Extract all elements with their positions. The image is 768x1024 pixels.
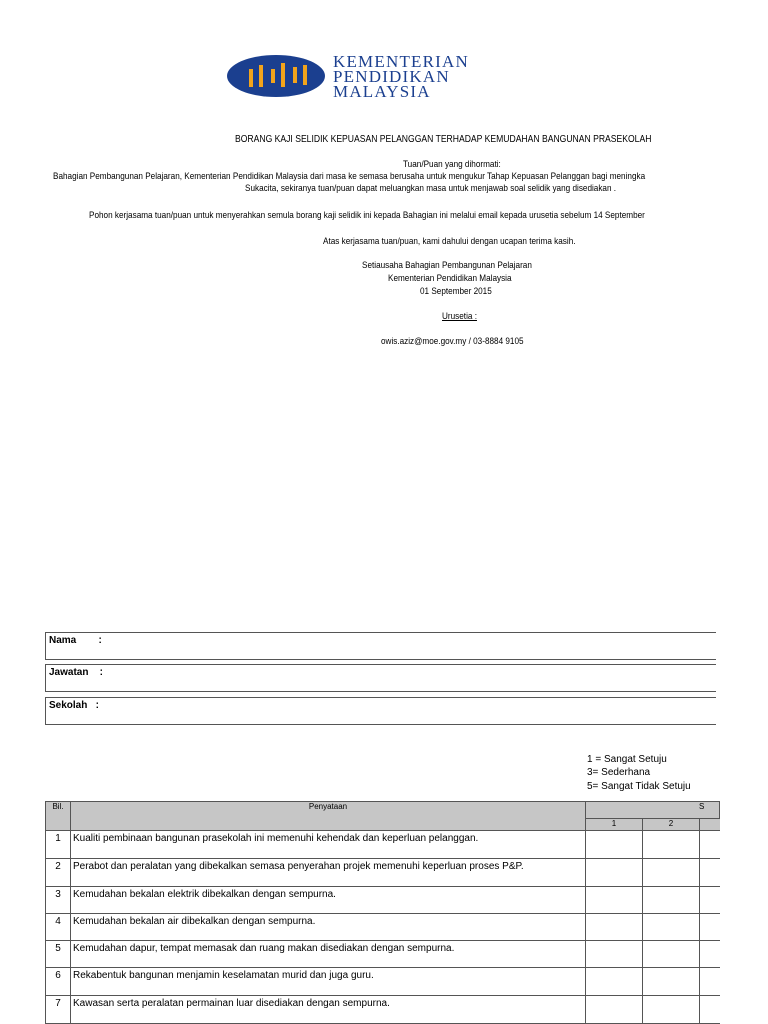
rating-cell-2[interactable] [643, 914, 700, 941]
rating-cell-1[interactable] [586, 968, 643, 996]
scale-header-2: 2 [643, 819, 700, 831]
statement-text: Kemudahan dapur, tempat memasak dan ruang makan disediakan dengan sempurna. [71, 941, 586, 968]
statement-text: Kemudahan bekalan air dibekalkan dengan sempurna. [71, 914, 586, 941]
rating-cell-2[interactable] [643, 941, 700, 968]
column-header-scale: S [586, 802, 720, 819]
rating-cell-2[interactable] [643, 887, 700, 914]
rating-cell-2[interactable] [643, 968, 700, 996]
logo-line-3: MALAYSIA [333, 82, 431, 101]
greeting: Tuan/Puan yang dihormati: [403, 159, 501, 170]
rating-cell-3[interactable] [700, 968, 720, 996]
row-number: 4 [46, 914, 71, 941]
intro-line-2: Sukacita, sekiranya tuan/puan dapat meluangkan masa untuk menjawab soal selidik yang disediakan . [245, 183, 617, 194]
row-number: 3 [46, 887, 71, 914]
table-row [46, 914, 720, 941]
rating-cell-1[interactable] [586, 996, 643, 1024]
table-row [46, 941, 720, 968]
legend-item-1: 1 = Sangat Setuju [587, 754, 667, 765]
rating-cell-1[interactable] [586, 831, 643, 859]
rating-cell-2[interactable] [643, 996, 700, 1024]
rating-cell-1[interactable] [586, 914, 643, 941]
logo-emblem-icon [227, 55, 325, 97]
table-row [46, 996, 720, 1024]
row-number: 2 [46, 859, 71, 887]
statement-text: Kemudahan bekalan elektrik dibekalkan dengan sempurna. [71, 887, 586, 914]
school-label: Sekolah : [49, 700, 100, 711]
statement-text: Kualiti pembinaan bangunan prasekolah ini memenuhi kehendak dan keperluan pelanggan. [71, 831, 586, 859]
scale-header-3 [700, 819, 720, 831]
name-label: Nama : [49, 635, 102, 646]
signature-line-1: Setiausaha Bahagian Pembangunan Pelajaran [362, 260, 532, 271]
rating-cell-3[interactable] [700, 831, 720, 859]
issue-date: 01 September 2015 [420, 286, 492, 297]
statement-text: Rekabentuk bangunan menjamin keselamatan murid dan juga guru. [71, 968, 586, 996]
name-field[interactable] [45, 632, 716, 660]
logo-line-1: KEMENTERIAN [333, 52, 469, 71]
rating-cell-1[interactable] [586, 941, 643, 968]
rating-cell-1[interactable] [586, 859, 643, 887]
intro-line-1: Bahagian Pembangunan Pelajaran, Kementerian Pendidikan Malaysia dari masa ke semasa berusaha untuk mengukur Tahap Kepuasan Pelanggan bagi meningka [53, 171, 646, 182]
school-field[interactable] [45, 697, 716, 725]
position-label: Jawatan : [49, 667, 103, 678]
thanks-line: Atas kerjasama tuan/puan, kami dahului dengan ucapan terima kasih. [323, 236, 576, 247]
ministry-logo [225, 52, 560, 110]
scale-header-1: 1 [586, 819, 643, 831]
request-paragraph: Pohon kerjasama tuan/puan untuk menyerahkan semula borang kaji selidik ini kepada Bahagian ini melalui email kepada urusetia sebelum 14 September [89, 210, 645, 221]
rating-cell-3[interactable] [700, 859, 720, 887]
rating-cell-2[interactable] [643, 859, 700, 887]
table-row [46, 831, 720, 859]
rating-cell-3[interactable] [700, 887, 720, 914]
contact-info: owis.aziz@moe.gov.my / 03-8884 9105 [381, 336, 524, 347]
legend-item-3: 3= Sederhana [587, 767, 651, 778]
signature-line-2: Kementerian Pendidikan Malaysia [388, 273, 512, 284]
table-row [46, 859, 720, 887]
rating-cell-2[interactable] [643, 831, 700, 859]
column-header-bil: Bil. [46, 802, 71, 831]
legend-item-5: 5= Sangat Tidak Setuju [587, 781, 691, 792]
row-number: 5 [46, 941, 71, 968]
table-row [46, 887, 720, 914]
position-field[interactable] [45, 664, 716, 692]
rating-cell-1[interactable] [586, 887, 643, 914]
rating-cell-3[interactable] [700, 996, 720, 1024]
secretariat-label: Urusetia : [442, 311, 477, 322]
statement-text: Perabot dan peralatan yang dibekalkan semasa penyerahan projek memenuhi keperluan proses P&P. [71, 859, 586, 887]
logo-line-2: PENDIDIKAN [333, 67, 450, 86]
rating-cell-3[interactable] [700, 914, 720, 941]
form-title: BORANG KAJI SELIDIK KEPUASAN PELANGGAN TERHADAP KEMUDAHAN BANGUNAN PRASEKOLAH [235, 134, 652, 145]
logo-wordmark [333, 54, 469, 99]
column-header-statement: Penyataan [71, 802, 586, 831]
rating-cell-3[interactable] [700, 941, 720, 968]
row-number: 6 [46, 968, 71, 996]
statement-text: Kawasan serta peralatan permainan luar disediakan dengan sempurna. [71, 996, 586, 1024]
row-number: 1 [46, 831, 71, 859]
survey-table [45, 801, 720, 1024]
row-number: 7 [46, 996, 71, 1024]
table-row [46, 968, 720, 996]
